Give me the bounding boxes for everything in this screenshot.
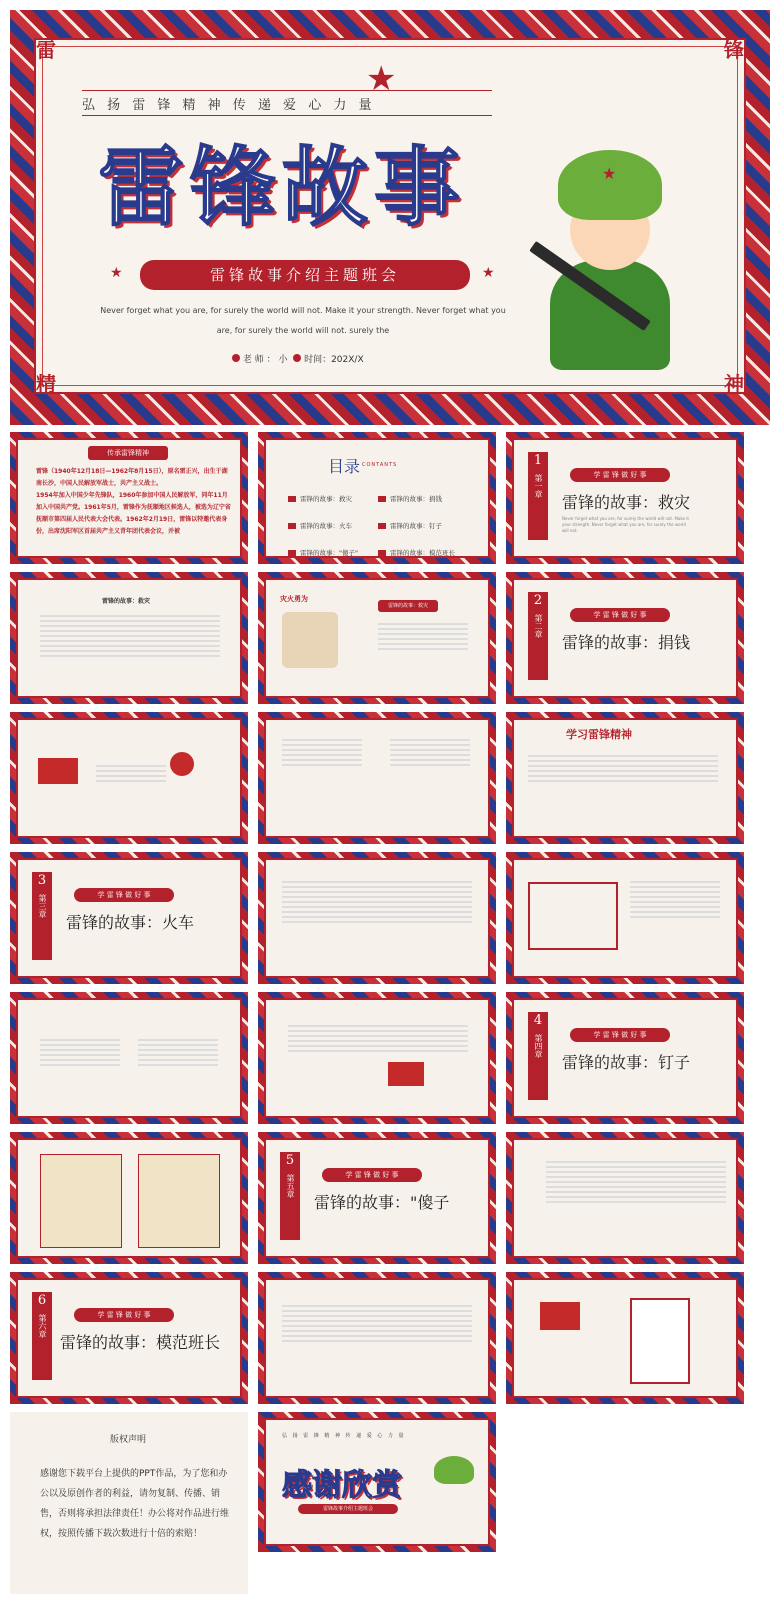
slide-train-1 [258, 852, 496, 984]
copyright-title: 版权声明 [110, 1435, 147, 1445]
toc-flag-icon [378, 523, 386, 529]
toc-item [288, 521, 378, 530]
ch5-num: 5 [285, 1153, 295, 1168]
toc-item-label: 雷锋的故事：捐钱 [390, 495, 442, 503]
red-flag-illustration [38, 758, 78, 784]
ch4-box [528, 1012, 548, 1100]
ch4-tag: 学 雷 锋 做 好 事 [570, 1028, 670, 1042]
slide-nail-quote [258, 992, 496, 1124]
hero-teacher: 老 师 ： 小 [242, 355, 288, 365]
toc-flag-icon [378, 496, 386, 502]
toc-list [288, 486, 478, 567]
train-1-lines [282, 878, 472, 926]
corner-char-bl: 精 [36, 372, 56, 396]
ch3-label: 第三章 [38, 894, 47, 918]
ch5-label: 第五章 [286, 1174, 295, 1198]
toc-item-label: 雷锋的故事：模范班长 [390, 549, 455, 557]
ch1-tag: 学 雷 锋 做 好 事 [570, 468, 670, 482]
soldier-hat [558, 150, 662, 220]
banner-star-right-icon: ★ [482, 265, 495, 281]
ch2-label: 第二章 [534, 614, 543, 638]
toc-sub: CONTANTS [362, 462, 398, 468]
ch3-title: 雷锋的故事：火车 [66, 913, 195, 932]
ch1-label: 第一章 [534, 474, 543, 498]
hero-slide [10, 10, 770, 425]
toc-flag-icon [288, 550, 296, 556]
slide-toc [258, 432, 496, 564]
slide-donate-1 [10, 712, 248, 844]
slide-train-3 [10, 992, 248, 1124]
study-lines [528, 752, 718, 785]
scroll-right-illustration [138, 1154, 220, 1248]
toc-item [288, 494, 378, 503]
ch2-box [528, 592, 548, 680]
ch6-num: 6 [37, 1293, 47, 1308]
ch5-tag: 学 雷 锋 做 好 事 [322, 1168, 422, 1182]
toc-title: 目录 [328, 457, 361, 476]
ch6-title: 雷锋的故事：模范班长 [60, 1333, 221, 1352]
ch1-title: 雷锋的故事：救灾 [562, 493, 691, 512]
toc-flag-icon [288, 523, 296, 529]
corner-char-tl: 雷 [36, 38, 56, 62]
nail-flag-illustration [388, 1062, 424, 1086]
rescue-text-lines [40, 612, 220, 660]
toc-item-label: 雷锋的故事：钉子 [390, 522, 442, 530]
fire-illustration [282, 612, 338, 668]
hero-star-icon: ★ [366, 59, 397, 99]
toc-item [378, 521, 468, 530]
slide-train-2 [506, 852, 744, 984]
ch4-num: 4 [533, 1013, 543, 1028]
hat-star-icon: ★ [602, 164, 617, 183]
slide-rescue-illustration [258, 572, 496, 704]
party-emblem-icon [170, 752, 194, 776]
donate-1-lines [96, 762, 166, 785]
train-2-lines [630, 878, 720, 921]
toc-flag-icon [288, 496, 296, 502]
donate-2-lines-left [282, 736, 362, 769]
hero-banner: 雷锋故事介绍主题班会 [140, 260, 470, 290]
toc-item-label: 雷锋的故事：火车 [300, 522, 352, 530]
intro-p1: 雷锋（1940年12月18日—1962年8月15日），原名雷正兴，出生于湖南长沙，中国人民解放军战士，共产主义战士。 [36, 468, 228, 487]
slide-thanks [258, 1412, 496, 1552]
toc-item-label: 雷锋的故事："傻子" [300, 549, 358, 557]
slide-intro [10, 432, 248, 564]
slide-fool-1 [506, 1132, 744, 1264]
scroll-left-illustration [40, 1154, 122, 1248]
nail-quote-lines [288, 1022, 468, 1055]
thanks-soldier-hat [434, 1456, 474, 1484]
monitor-flag-illustration [540, 1302, 580, 1330]
soldier-illustration [530, 140, 700, 380]
slide-nail-2 [10, 1132, 248, 1264]
hero-title: 雷锋故事 [98, 137, 466, 238]
ch5-title: 雷锋的故事："傻子 [314, 1193, 450, 1212]
rescue-illus-lines [378, 620, 468, 653]
ch1-en: Never forget what you are, for surely the world will not. Make it your strength. Never forget what you are, for surely the world will not. [562, 516, 689, 533]
banner-star-left-icon: ★ [110, 265, 123, 281]
toc-item [378, 548, 468, 557]
intro-tag: 传承雷锋精神 [88, 446, 168, 460]
ch3-box [32, 872, 52, 960]
toc-item [378, 494, 468, 503]
fire-label: 灾火勇为 [280, 595, 308, 603]
ch3-num: 3 [37, 873, 47, 888]
ch5-box [280, 1152, 300, 1240]
train-3-lines-left [40, 1036, 120, 1069]
ch6-tag: 学 雷 锋 做 好 事 [74, 1308, 174, 1322]
slide-rescue-text [10, 572, 248, 704]
teacher-row [232, 352, 364, 365]
teacher-dot-icon [232, 354, 240, 362]
hero-english-2: are, for surely the world will not. surely the [216, 326, 390, 335]
ch6-label: 第六章 [38, 1314, 47, 1338]
slide-monitor-2 [506, 1272, 744, 1404]
copyright-text: 感谢您下载平台上提供的PPT作品，为了您和办公以及原创作者的利益，请勿复制、传播、销售，否则将承担法律责任！办公将对作品进行维权，按照传播下载次数进行十倍的索赔！ [40, 1469, 230, 1539]
ch2-num: 2 [533, 593, 543, 608]
study-title: 学习雷锋精神 [566, 728, 632, 741]
slide-donate-2 [258, 712, 496, 844]
thanks-title: 感谢欣赏 [282, 1468, 402, 1503]
donate-2-lines-right [390, 736, 470, 769]
train-3-lines-right [138, 1036, 218, 1069]
intro-p2: 1954年加入中国少年先锋队，1960年参加中国人民解放军，同年11月加入中国共产党。1961年5月，雷锋作为抚顺地区候选人，被选为辽宁省抚顺市第四届人民代表大会代表。1962年2月19日，雷锋以特邀代表身份，出席沈阳军区首届共产主义青年团代表会议，并被 [36, 492, 231, 535]
slide-chapter-4 [506, 992, 744, 1124]
slide-chapter-2 [506, 572, 744, 704]
train-2-box [528, 882, 618, 950]
slide-chapter-1 [506, 432, 744, 564]
rescue-tag: 雷锋的故事：救灾 [378, 600, 438, 612]
ch6-box [32, 1292, 52, 1380]
toc-item [288, 548, 378, 557]
corner-char-br: 神 [724, 372, 744, 396]
slide-copyright [10, 1412, 248, 1594]
hero-time: 时间：202X/X [304, 355, 364, 365]
thanks-banner: 雷锋故事介绍主题班会 [298, 1504, 398, 1514]
ch2-tag: 学 雷 锋 做 好 事 [570, 608, 670, 622]
monitor-1-lines [282, 1302, 472, 1345]
slide-chapter-5 [258, 1132, 496, 1264]
fool-1-lines [546, 1158, 726, 1206]
time-dot-icon [293, 354, 301, 362]
ch3-tag: 学 雷 锋 做 好 事 [74, 888, 174, 902]
thanks-sub: 弘 扬 雷 锋 精 神 传 递 爱 心 力 量 [282, 1433, 406, 1439]
rescue-title: 雷锋的故事：救灾 [102, 598, 151, 605]
corner-char-tr: 锋 [724, 38, 744, 62]
monitor-note [630, 1298, 690, 1384]
toc-flag-icon [378, 550, 386, 556]
hero-english-1: Never forget what you are, for surely the world will not. Make it your strength. Never forget what you [100, 306, 506, 315]
ch1-num: 1 [533, 453, 543, 468]
toc-item-label: 雷锋的故事：救灾 [300, 495, 352, 503]
slide-chapter-6 [10, 1272, 248, 1404]
ch2-title: 雷锋的故事：捐钱 [562, 633, 691, 652]
slide-chapter-3 [10, 852, 248, 984]
slide-monitor-1 [258, 1272, 496, 1404]
ch1-box [528, 452, 548, 540]
hero-subtitle: 弘 扬 雷 锋 精 神 传 递 爱 心 力 量 [82, 98, 376, 113]
ch4-title: 雷锋的故事：钉子 [562, 1053, 691, 1072]
slide-study [506, 712, 744, 844]
ch4-label: 第四章 [534, 1034, 543, 1058]
